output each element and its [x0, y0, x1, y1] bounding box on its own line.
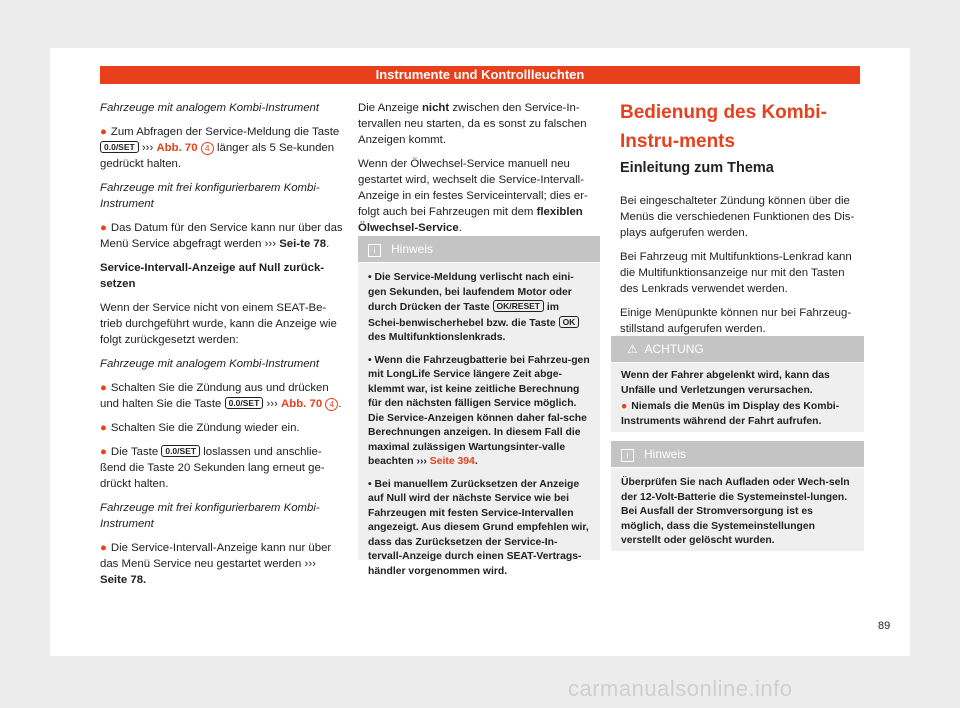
warning-item: [621, 400, 854, 429]
bullet-icon: ●: [100, 222, 107, 234]
page-link[interactable]: Seite 394: [429, 456, 475, 467]
callout-number-icon: 4: [325, 398, 338, 411]
middle-column: [358, 100, 600, 244]
hint-title: Hinweis: [391, 242, 434, 256]
subheading-configurable: Fahrzeuge mit frei konfigurierbarem Kombi-Instrument: [100, 182, 320, 210]
bullet-item: ● Schalten Sie die Zündung aus und drücken und halten Sie die Taste 0.0/SET ››› Abb. 70 4 .: [100, 382, 342, 410]
section-title: Bedienung des Kombi-Instru-ments: [620, 102, 827, 152]
text: des Multifunktionslenkrads.: [368, 332, 506, 343]
emphasis: flexiblen Ölwechsel-Service: [358, 206, 583, 234]
hint-title: Hinweis: [644, 447, 687, 461]
text: im Schei-benwischerhebel bzw. die Taste: [368, 302, 560, 329]
warning-header: [611, 336, 864, 363]
ref-arrow: ›››: [266, 398, 278, 410]
paragraph: Wenn der Ölwechsel-Service manuell neu gestartet wird, wechselt die Service-Intervall-Anzeige in ein festes Serviceintervall; dies er-folgt auch bei Fahrzeugen mit dem flexiblen Ölwechsel-Service.: [358, 158, 588, 234]
right-column: [620, 193, 863, 345]
hint-body: [358, 263, 600, 595]
text: Schalten Sie die Zündung aus und drücken und halten Sie die Taste: [100, 382, 329, 410]
bullet-icon: ●: [621, 401, 628, 412]
topic-subtitle: Einleitung zum Thema: [620, 160, 774, 176]
warning-title: ACHTUNG: [644, 342, 704, 356]
set-key-icon: 0.0/SET: [225, 397, 264, 409]
bullet-icon: ●: [100, 422, 107, 434]
paragraph: Bei eingeschalteter Zündung können über die Menüs die verschiedenen Funktionen des Dis-plays aufgerufen werden.: [620, 195, 855, 239]
paragraph: Wenn der Service nicht von einem SEAT-Be-trieb durchgeführt wurde, kann die Anzeige wie folgt zurückgesetzt werden:: [100, 302, 337, 346]
section-heading: Service-Intervall-Anzeige auf Null zurück-setzen: [100, 262, 325, 290]
okreset-key-icon: OK/RESET: [493, 300, 544, 312]
info-icon: i: [368, 244, 381, 257]
paragraph: Bei Fahrzeug mit Multifunktions-Lenkrad kann die Multifunktionsanzeige nur mit den Tasten des Lenkrads verwendet werden.: [620, 251, 852, 295]
bullet-item: [100, 444, 343, 492]
warning-text: Wenn der Fahrer abgelenkt wird, kann das Unfälle und Verletzungen verursachen.: [621, 370, 830, 396]
text: zwischen den Service-In-tervallen neu starten, da es sonst zu falschen Anzeigen kommt.: [358, 102, 587, 146]
subheading-analog: Fahrzeuge mit analogem Kombi-Instrument: [100, 102, 320, 114]
bullet-item: [100, 124, 343, 172]
bullet-icon: ●: [100, 446, 107, 458]
text: Die Service-Meldung verlischt nach eini-gen Sekunden, bei laufendem Motor oder durch Drücken der Taste: [368, 272, 574, 313]
left-column: [100, 100, 343, 596]
hint-body: Überprüfen Sie nach Aufladen oder Wech-seln der 12-Volt-Batterie die Systemeinstel-lungen. Bei Ausfall der Stromversorgung ist es möglich, dass die Systemeinstellungen verstellt oder gelöscht wurden.: [621, 477, 850, 546]
emphasis: nicht: [421, 102, 450, 114]
page-number: 89: [878, 620, 891, 632]
bullet-item: ● Das Datum für den Service kann nur über das Menü Service abgefragt werden ››› Sei-te 78.: [100, 222, 343, 250]
set-key-icon: 0.0/SET: [161, 445, 200, 457]
figure-link[interactable]: Abb. 70: [281, 398, 323, 410]
text: Die Anzeige: [358, 102, 419, 114]
figure-link[interactable]: Abb. 70: [156, 142, 198, 154]
ref-arrow: ›››: [304, 558, 316, 570]
text: Niemals die Menüs im Display des Kombi-Instruments während der Fahrt aufrufen.: [621, 401, 840, 427]
text: Wenn der Ölwechsel-Service manuell neu gestartet wird, wechselt die Service-Intervall-Anzeige in ein festes Serviceintervall; dies er-folgt auch bei Fahrzeugen mit dem: [358, 158, 588, 218]
subheading-configurable: Fahrzeuge mit frei konfigurierbarem Kombi-Instrument: [100, 502, 320, 530]
watermark: carmanualsonline.info: [568, 676, 793, 701]
callout-number-icon: 4: [201, 142, 214, 155]
hint-box-right: [611, 441, 864, 551]
text: Wenn die Fahrzeugbatterie bei Fahrzeu-gen mit LongLife Service längere Zeit abge-klemmt war, ist keine zeitliche Berechnung für den nächsten fälligen Service möglich. Die Service-Anzeigen können daher fal-sche Berechnungen anzeigen. In diesem Fall die maximal zulässigen Wartungsinter-valle beachten: [368, 354, 590, 467]
set-key-icon: 0.0/SET: [100, 141, 139, 153]
hint-header: [358, 236, 600, 263]
text: Das Datum für den Service kann nur über das Menü Service abgefragt werden: [100, 222, 343, 250]
paragraph: [358, 100, 600, 148]
hint-header: [611, 441, 864, 468]
bullet-icon: ●: [100, 126, 107, 138]
text: loslassen und anschlie-ßend die Taste 20 Sekunden lang erneut ge-drückt halten.: [100, 446, 325, 490]
ref-arrow: ›››: [264, 238, 277, 250]
bullet-icon: ●: [100, 382, 107, 394]
page-link[interactable]: Seite 78.: [100, 574, 147, 586]
hint-item: • Die Service-Meldung verlischt nach eini-gen Sekunden, bei laufendem Motor oder durch Drücken der Taste OK/RESET im Schei-benwischerhebel bzw. die Taste OK des Multifunktionslenkrads.: [368, 271, 590, 346]
ref-arrow: ›››: [141, 142, 154, 154]
text: länger als 5 Se-kunden gedrückt halten.: [100, 142, 335, 170]
bullet-item: [100, 540, 343, 588]
warning-body: [611, 363, 864, 437]
warning-triangle-icon: ⚠: [627, 342, 638, 356]
info-icon: i: [621, 449, 634, 462]
page-link[interactable]: Sei-te 78: [279, 238, 327, 250]
subheading-analog: Fahrzeuge mit analogem Kombi-Instrument: [100, 358, 320, 370]
bullet-item: [100, 420, 343, 436]
hint-item: • Bei manuellem Zurücksetzen der Anzeige auf Null wird der nächste Service wie bei Fahrzeugen mit festen Service-Intervallen angezeigt. Aus diesem Grund empfehlen wir, dass das Zurücksetzen der Service-In-tervall-Anzeige durch einen SEAT-Vertrags-händler vorgenommen wird.: [368, 478, 589, 577]
hint-box: [358, 236, 600, 577]
text: Zum Abfragen der Service-Meldung die Taste: [110, 126, 340, 138]
text: Schalten Sie die Zündung wieder ein.: [110, 422, 300, 434]
text: Die Taste: [110, 446, 159, 458]
warning-box: [611, 336, 864, 432]
ok-key-icon: OK: [559, 316, 580, 328]
chapter-banner: Instrumente und Kontrollleuchten: [100, 66, 860, 84]
text: Bei manuellem Zurücksetzen der Anzeige auf Null wird der nächste Service wie bei Fahrzeugen mit festen Service-Intervallen angezeigt. Aus diesem Grund empfehlen wir, dass das Zurücksetzen der Service-In-tervall-Anzeige durch einen SEAT-Vertrags-händler vorgenommen wird.: [368, 478, 589, 577]
paragraph: Einige Menüpunkte können nur bei Fahrzeug-stillstand aufgerufen werden.: [620, 307, 852, 335]
bullet-icon: ●: [100, 542, 107, 554]
hint-item: • Wenn die Fahrzeugbatterie bei Fahrzeu-gen mit LongLife Service längere Zeit abge-klemmt war, ist keine zeitliche Berechnung für den nächsten fälligen Service möglich. Die Service-Anzeigen können daher fal-sche Berechnungen anzeigen. In diesem Fall die maximal zulässigen Wartungsinter-valle beachten ››› Seite 394.: [368, 354, 590, 467]
text: Die Service-Intervall-Anzeige kann nur über das Menü Service neu gestartet werden: [100, 542, 332, 570]
